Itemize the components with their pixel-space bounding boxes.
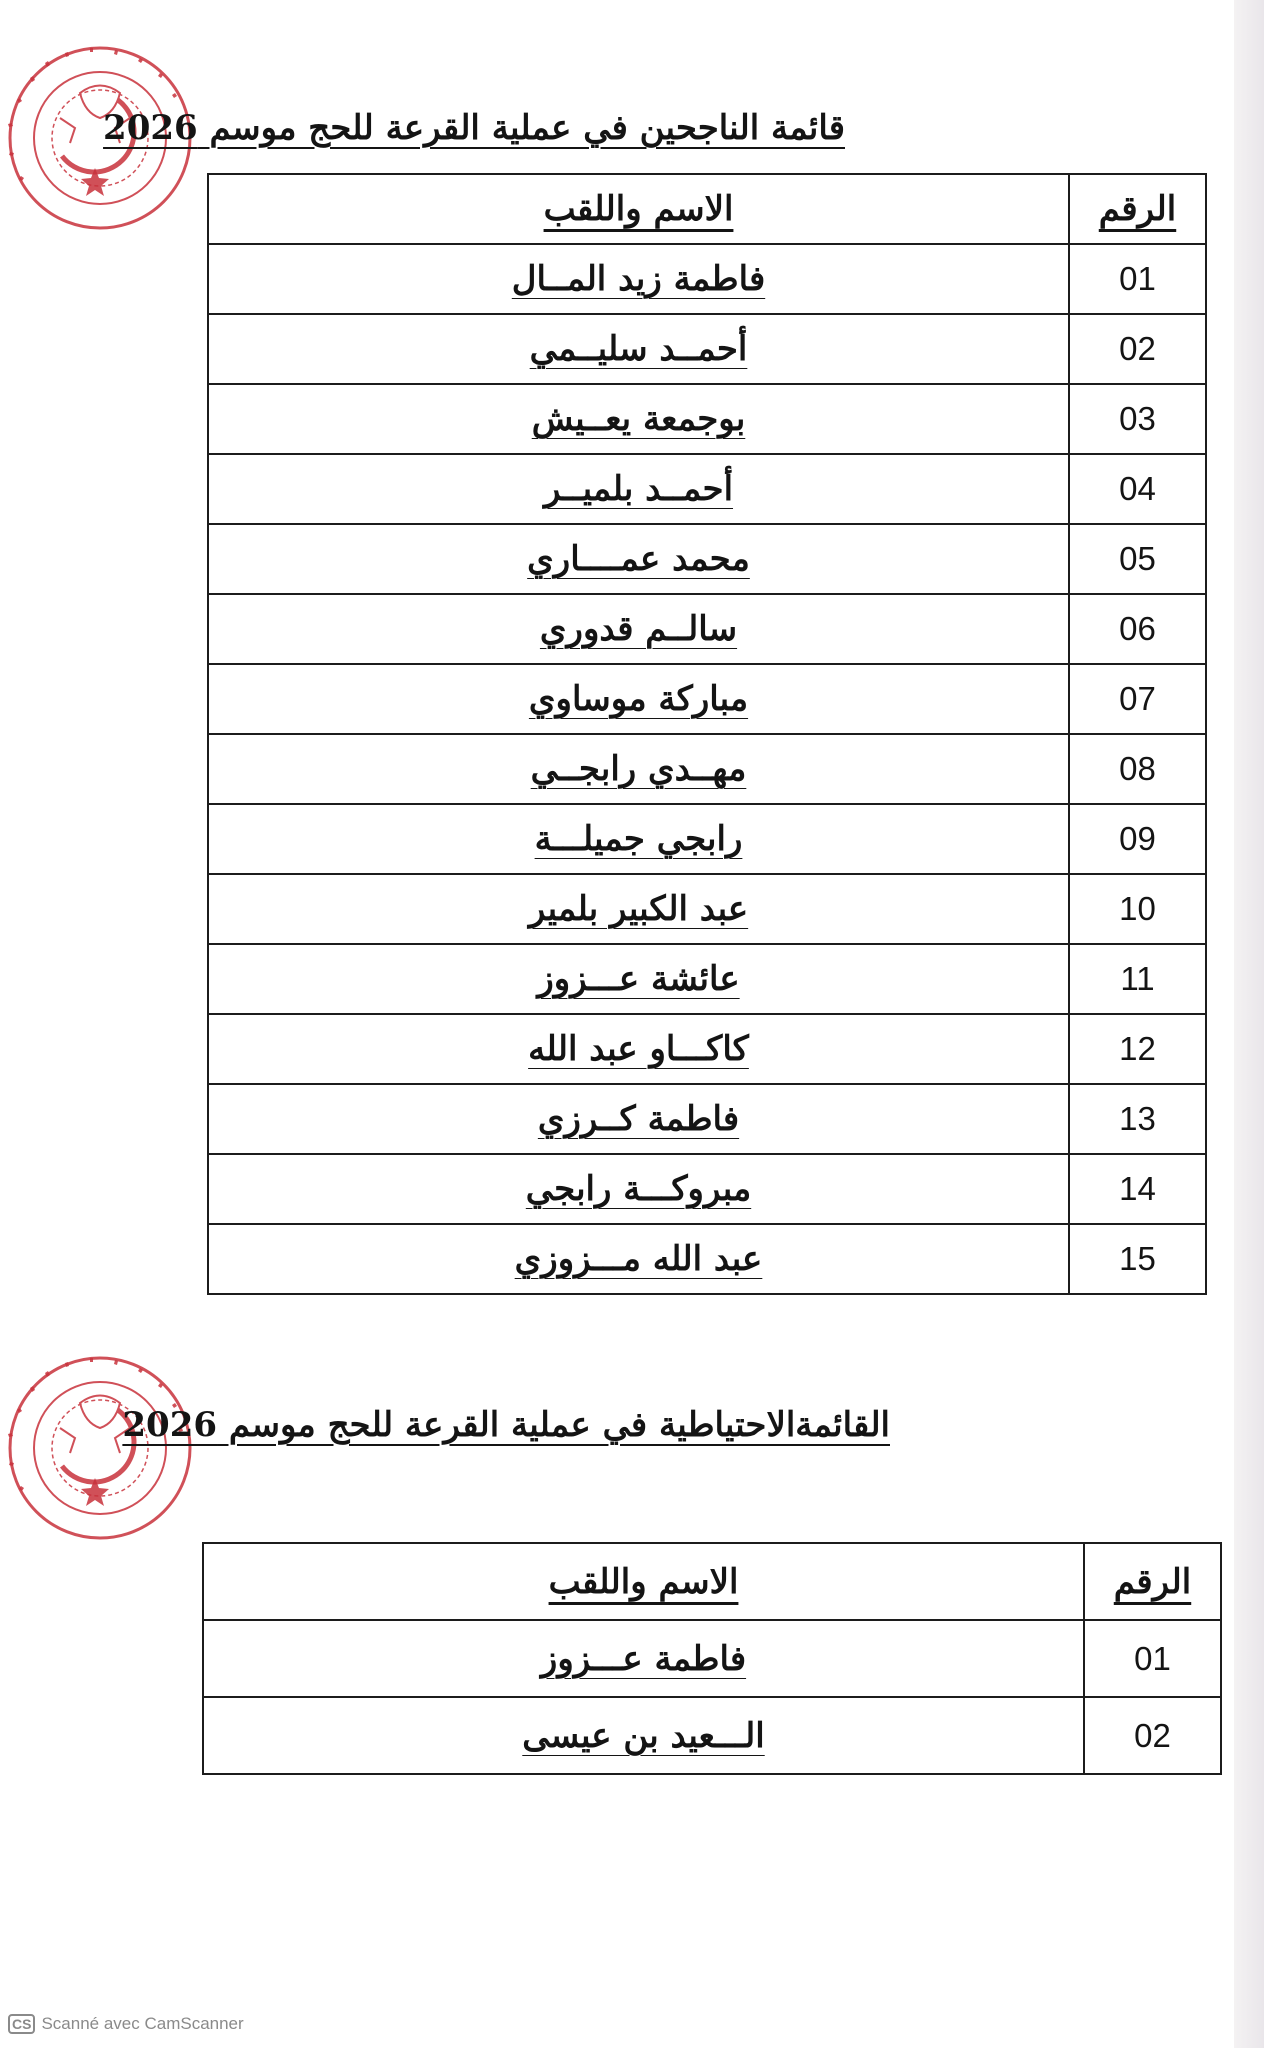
num-cell bbox=[1069, 384, 1206, 454]
table-row bbox=[208, 804, 1206, 874]
main-list-title: قائمة الناجحين في عملية القرعة للحج موسم 2026 bbox=[103, 108, 845, 148]
row-number: 03 bbox=[1119, 400, 1156, 437]
person-name: بوجمعة يعــيش bbox=[531, 399, 746, 439]
name-cell bbox=[208, 1084, 1069, 1154]
person-name: مبروكـــة رابجي bbox=[525, 1169, 752, 1209]
name-header-cell bbox=[203, 1543, 1084, 1620]
row-number: 07 bbox=[1119, 680, 1156, 717]
table-row bbox=[208, 314, 1206, 384]
row-number: 06 bbox=[1119, 610, 1156, 647]
name-cell bbox=[208, 244, 1069, 314]
row-number: 04 bbox=[1119, 470, 1156, 507]
name-cell bbox=[208, 384, 1069, 454]
num-cell bbox=[1069, 804, 1206, 874]
person-name: فاطمة كــرزي bbox=[537, 1099, 740, 1139]
table-row bbox=[208, 594, 1206, 664]
name-cell bbox=[208, 524, 1069, 594]
num-column-header: الرقم bbox=[1098, 189, 1177, 229]
table-row bbox=[208, 524, 1206, 594]
name-header-cell bbox=[208, 174, 1069, 244]
row-number: 14 bbox=[1119, 1170, 1156, 1207]
num-cell bbox=[1069, 1014, 1206, 1084]
table-row bbox=[203, 1697, 1221, 1774]
name-cell bbox=[208, 734, 1069, 804]
table-row bbox=[208, 1084, 1206, 1154]
reserve-list-title: القائمةالاحتياطية في عملية القرعة للحج موسم 2026 bbox=[122, 1405, 890, 1445]
table-row bbox=[203, 1620, 1221, 1697]
person-name: كاكـــاو عبد الله bbox=[528, 1029, 749, 1069]
num-cell bbox=[1069, 454, 1206, 524]
num-cell bbox=[1069, 944, 1206, 1014]
person-name: سالــم قدوري bbox=[539, 609, 738, 649]
name-cell bbox=[208, 874, 1069, 944]
row-number: 10 bbox=[1119, 890, 1156, 927]
name-cell bbox=[208, 664, 1069, 734]
table-row bbox=[208, 384, 1206, 454]
name-cell bbox=[208, 804, 1069, 874]
person-name: عبد الله مـــزوزي bbox=[514, 1239, 763, 1279]
num-header-cell bbox=[1084, 1543, 1221, 1620]
table-row bbox=[208, 664, 1206, 734]
table-row bbox=[208, 1154, 1206, 1224]
name-column-header: الاسم واللقب bbox=[543, 189, 734, 229]
name-cell bbox=[208, 314, 1069, 384]
num-cell bbox=[1069, 1154, 1206, 1224]
num-cell bbox=[1069, 314, 1206, 384]
table-row bbox=[208, 1014, 1206, 1084]
row-number: 01 bbox=[1134, 1639, 1171, 1677]
num-cell bbox=[1084, 1620, 1221, 1697]
num-cell bbox=[1069, 594, 1206, 664]
table-row bbox=[208, 1224, 1206, 1294]
person-name: مباركة موساوي bbox=[528, 679, 749, 719]
row-number: 13 bbox=[1119, 1100, 1156, 1137]
table-row bbox=[208, 944, 1206, 1014]
name-cell bbox=[203, 1620, 1084, 1697]
table-row bbox=[208, 734, 1206, 804]
row-number: 05 bbox=[1119, 540, 1156, 577]
person-name: الـــعيد بن عيسى bbox=[522, 1715, 765, 1756]
row-number: 02 bbox=[1134, 1716, 1171, 1754]
name-cell bbox=[208, 594, 1069, 664]
camscanner-footer bbox=[8, 2014, 244, 2034]
winners-table bbox=[207, 173, 1207, 1295]
name-cell bbox=[203, 1697, 1084, 1774]
table-header-row bbox=[203, 1543, 1221, 1620]
official-stamp-bottom bbox=[0, 1348, 200, 1548]
camscanner-text: Scanné avec CamScanner bbox=[41, 2014, 244, 2033]
num-cell bbox=[1084, 1697, 1221, 1774]
num-column-header: الرقم bbox=[1113, 1561, 1192, 1602]
person-name: عائشة عـــزوز bbox=[537, 959, 740, 999]
table-row bbox=[208, 244, 1206, 314]
page-edge bbox=[1234, 0, 1264, 2048]
person-name: أحمــد سليــمي bbox=[529, 329, 748, 369]
person-name: محمد عمــــاري bbox=[527, 539, 750, 579]
num-cell bbox=[1069, 734, 1206, 804]
person-name: مهــدي رابجــي bbox=[530, 749, 747, 789]
row-number: 12 bbox=[1119, 1030, 1156, 1067]
row-number: 09 bbox=[1119, 820, 1156, 857]
person-name: عبد الكبير بلمير bbox=[528, 889, 749, 929]
num-cell bbox=[1069, 244, 1206, 314]
num-cell bbox=[1069, 524, 1206, 594]
name-column-header: الاسم واللقب bbox=[548, 1561, 739, 1602]
name-cell bbox=[208, 944, 1069, 1014]
row-number: 15 bbox=[1119, 1240, 1156, 1277]
row-number: 11 bbox=[1120, 960, 1155, 997]
table-row bbox=[208, 874, 1206, 944]
row-number: 01 bbox=[1119, 260, 1156, 297]
num-cell bbox=[1069, 874, 1206, 944]
person-name: رابجي جميلـــة bbox=[534, 819, 743, 859]
name-cell bbox=[208, 1224, 1069, 1294]
num-cell bbox=[1069, 1084, 1206, 1154]
row-number: 02 bbox=[1119, 330, 1156, 367]
num-cell bbox=[1069, 1224, 1206, 1294]
person-name: أحمــد بلميــر bbox=[543, 469, 734, 509]
name-cell bbox=[208, 1014, 1069, 1084]
person-name: فاطمة عـــزوز bbox=[540, 1638, 747, 1679]
num-cell bbox=[1069, 664, 1206, 734]
table-header-row bbox=[208, 174, 1206, 244]
name-cell bbox=[208, 454, 1069, 524]
person-name: فاطمة زيد المــال bbox=[511, 259, 766, 299]
row-number: 08 bbox=[1119, 750, 1156, 787]
camscanner-logo-icon: CS bbox=[8, 2014, 35, 2034]
num-header-cell bbox=[1069, 174, 1206, 244]
table-row bbox=[208, 454, 1206, 524]
name-cell bbox=[208, 1154, 1069, 1224]
reserve-table bbox=[202, 1542, 1222, 1775]
